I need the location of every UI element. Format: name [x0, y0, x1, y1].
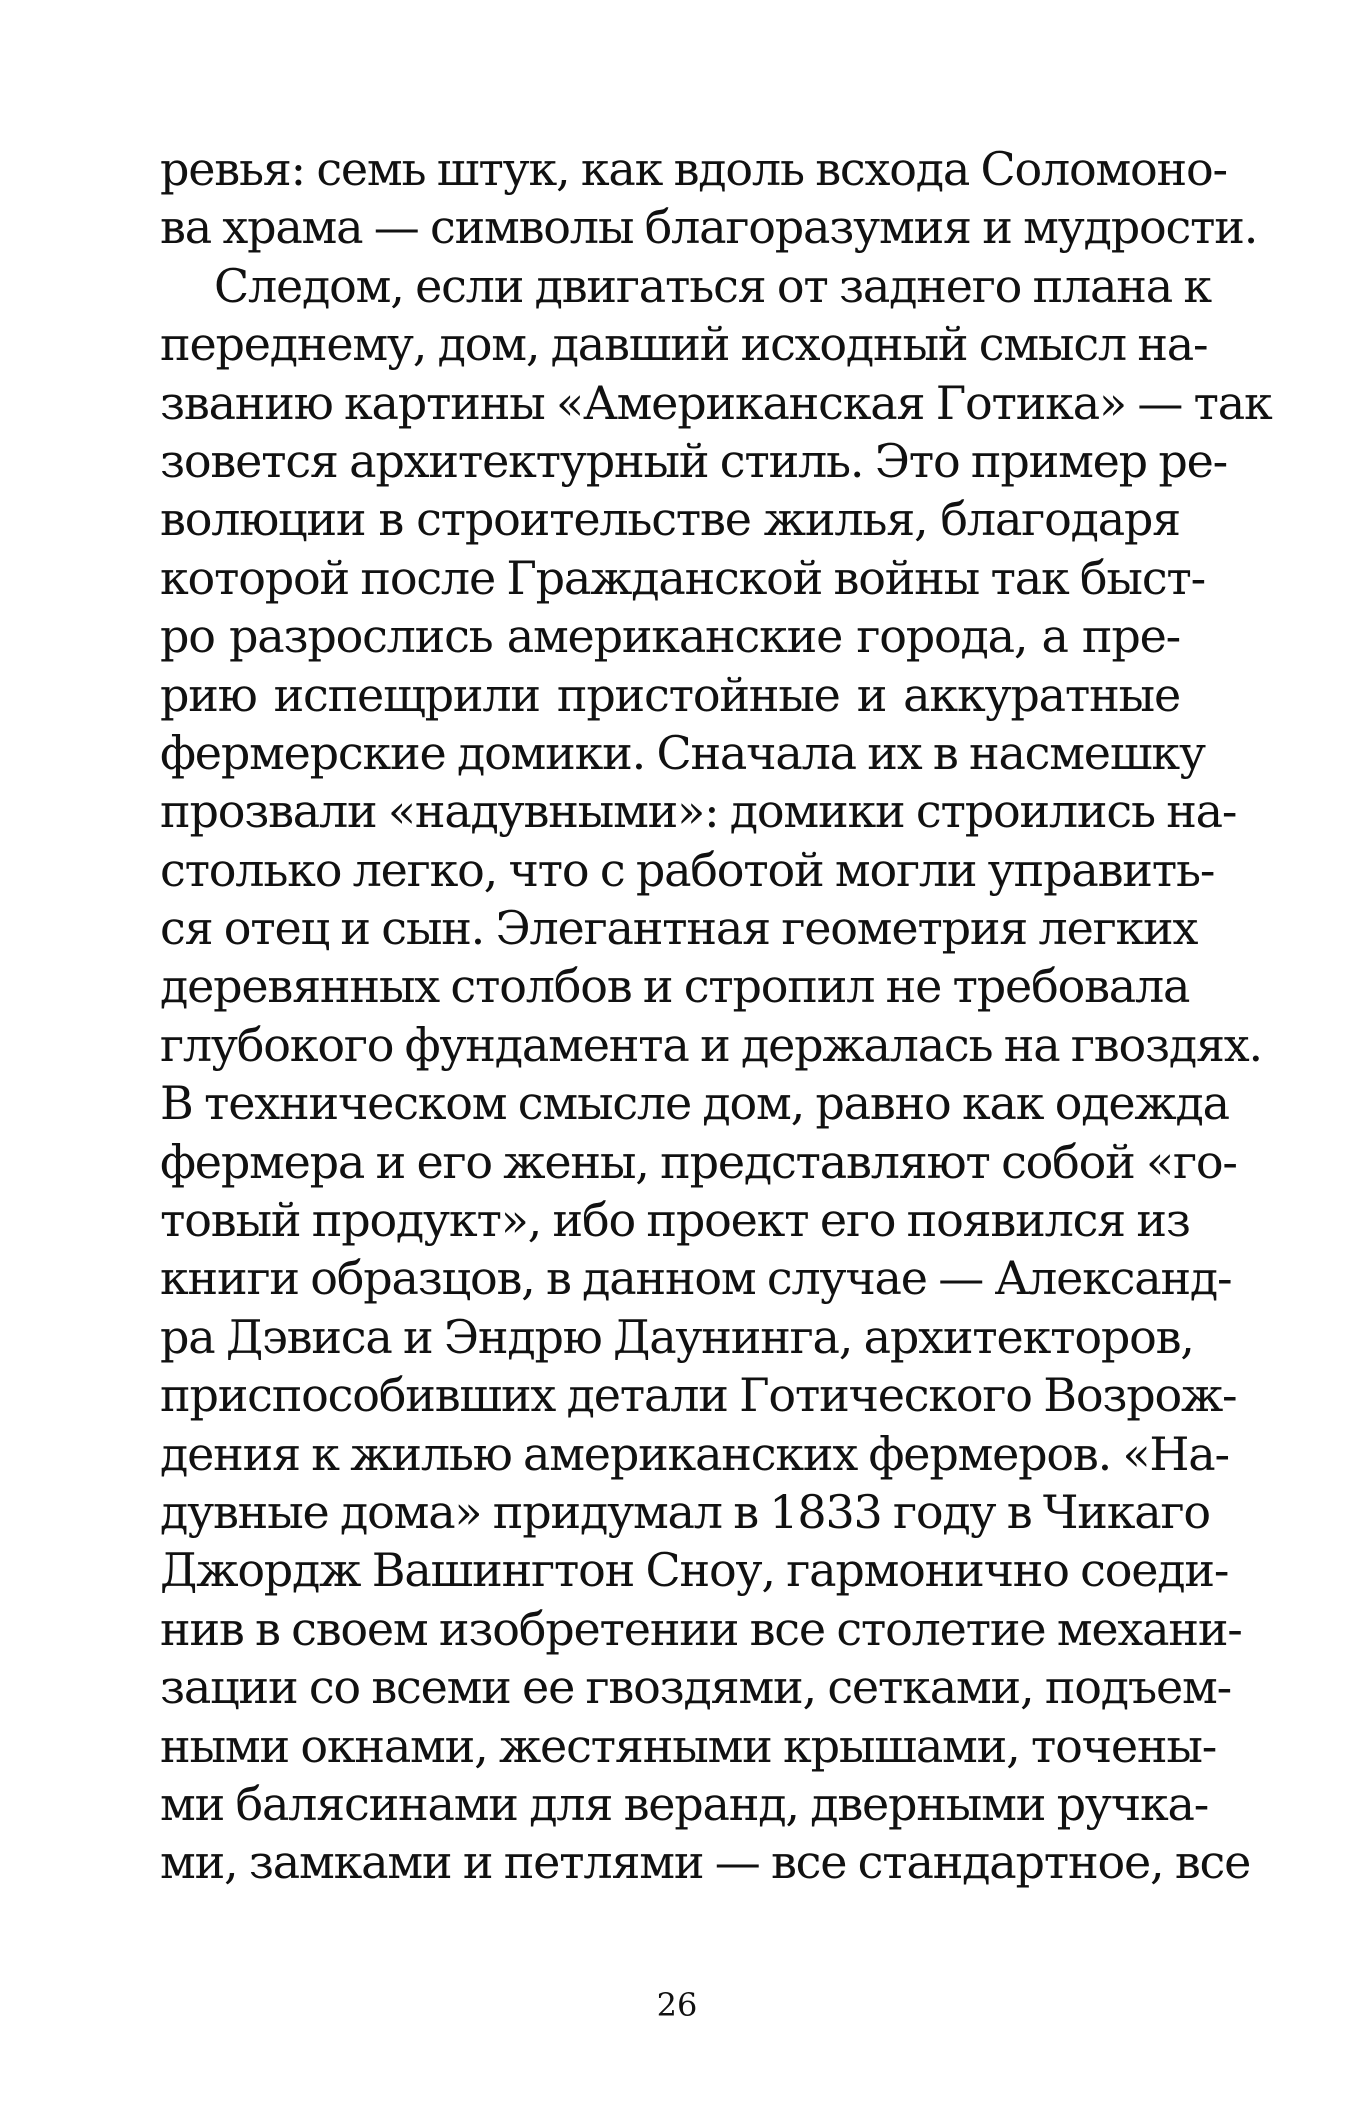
text-line: столько легко, что с работой могли управить- [160, 842, 1215, 897]
text-line: ными окнами, жестяными крышами, точены- [160, 1718, 1217, 1773]
text-line: деревянных столбов и стропил не требовала [160, 959, 1190, 1014]
text-line: приспособивших детали Готического Возрож- [160, 1368, 1237, 1423]
text-line: фермерские домики. Сначала их в насмешку [160, 725, 1205, 780]
text-line: званию картины «Американская Готика» — так [160, 375, 1272, 430]
text-line: рию испещрили пристойные и аккуратные [160, 667, 1180, 722]
text-line: волюции в строительстве жилья, благодаря [160, 492, 1180, 547]
text-line: нив в своем изобретении все столетие механи- [160, 1601, 1242, 1656]
page-number: 26 [656, 1986, 698, 2024]
text-line: дувные дома» придумал в 1833 году в Чикаго [160, 1484, 1210, 1539]
text-line: ва храма — символы благоразумия и мудрости. [160, 200, 1258, 255]
text-line: прозвали «надувными»: домики строились на- [160, 784, 1237, 839]
text-line: зовется архитектурный стиль. Это пример ре- [160, 433, 1227, 488]
text-line: фермера и его жены, представляют собой «го- [160, 1134, 1237, 1189]
text-line: дения к жилью американских фермеров. «На- [160, 1426, 1229, 1481]
text-line: книги образцов, в данном случае — Александ- [160, 1251, 1232, 1306]
text-line: ся отец и сын. Элегантная геометрия легких [160, 901, 1198, 956]
text-line: ми, замками и петлями — все стандартное, все [160, 1835, 1251, 1890]
text-line: которой после Гражданской войны так быст- [160, 550, 1205, 605]
body-text [160, 140, 1272, 1892]
text-line: ми балясинами для веранд, дверными ручка- [160, 1776, 1209, 1831]
text-line: ро разрослись американские города, а пре- [160, 609, 1180, 664]
text-line: зации со всеми ее гвоздями, сетками, подъем- [160, 1660, 1231, 1715]
text-line: ра Дэвиса и Эндрю Даунинга, архитекторов, [160, 1309, 1194, 1364]
text-line: переднему, дом, давший исходный смысл на- [160, 317, 1208, 372]
text-line: товый продукт», ибо проект его появился из [160, 1193, 1190, 1248]
text-line: Джордж Вашингтон Сноу, гармонично соеди- [160, 1543, 1229, 1598]
text-line: ревья: семь штук, как вдоль всхода Соломоно- [160, 142, 1227, 196]
paragraph-start-line: Следом, если двигаться от заднего плана к [214, 258, 1211, 313]
text-line: В техническом смысле дом, равно как одежда [160, 1076, 1229, 1131]
text-line: глубокого фундамента и держалась на гвоздях. [160, 1017, 1262, 1072]
